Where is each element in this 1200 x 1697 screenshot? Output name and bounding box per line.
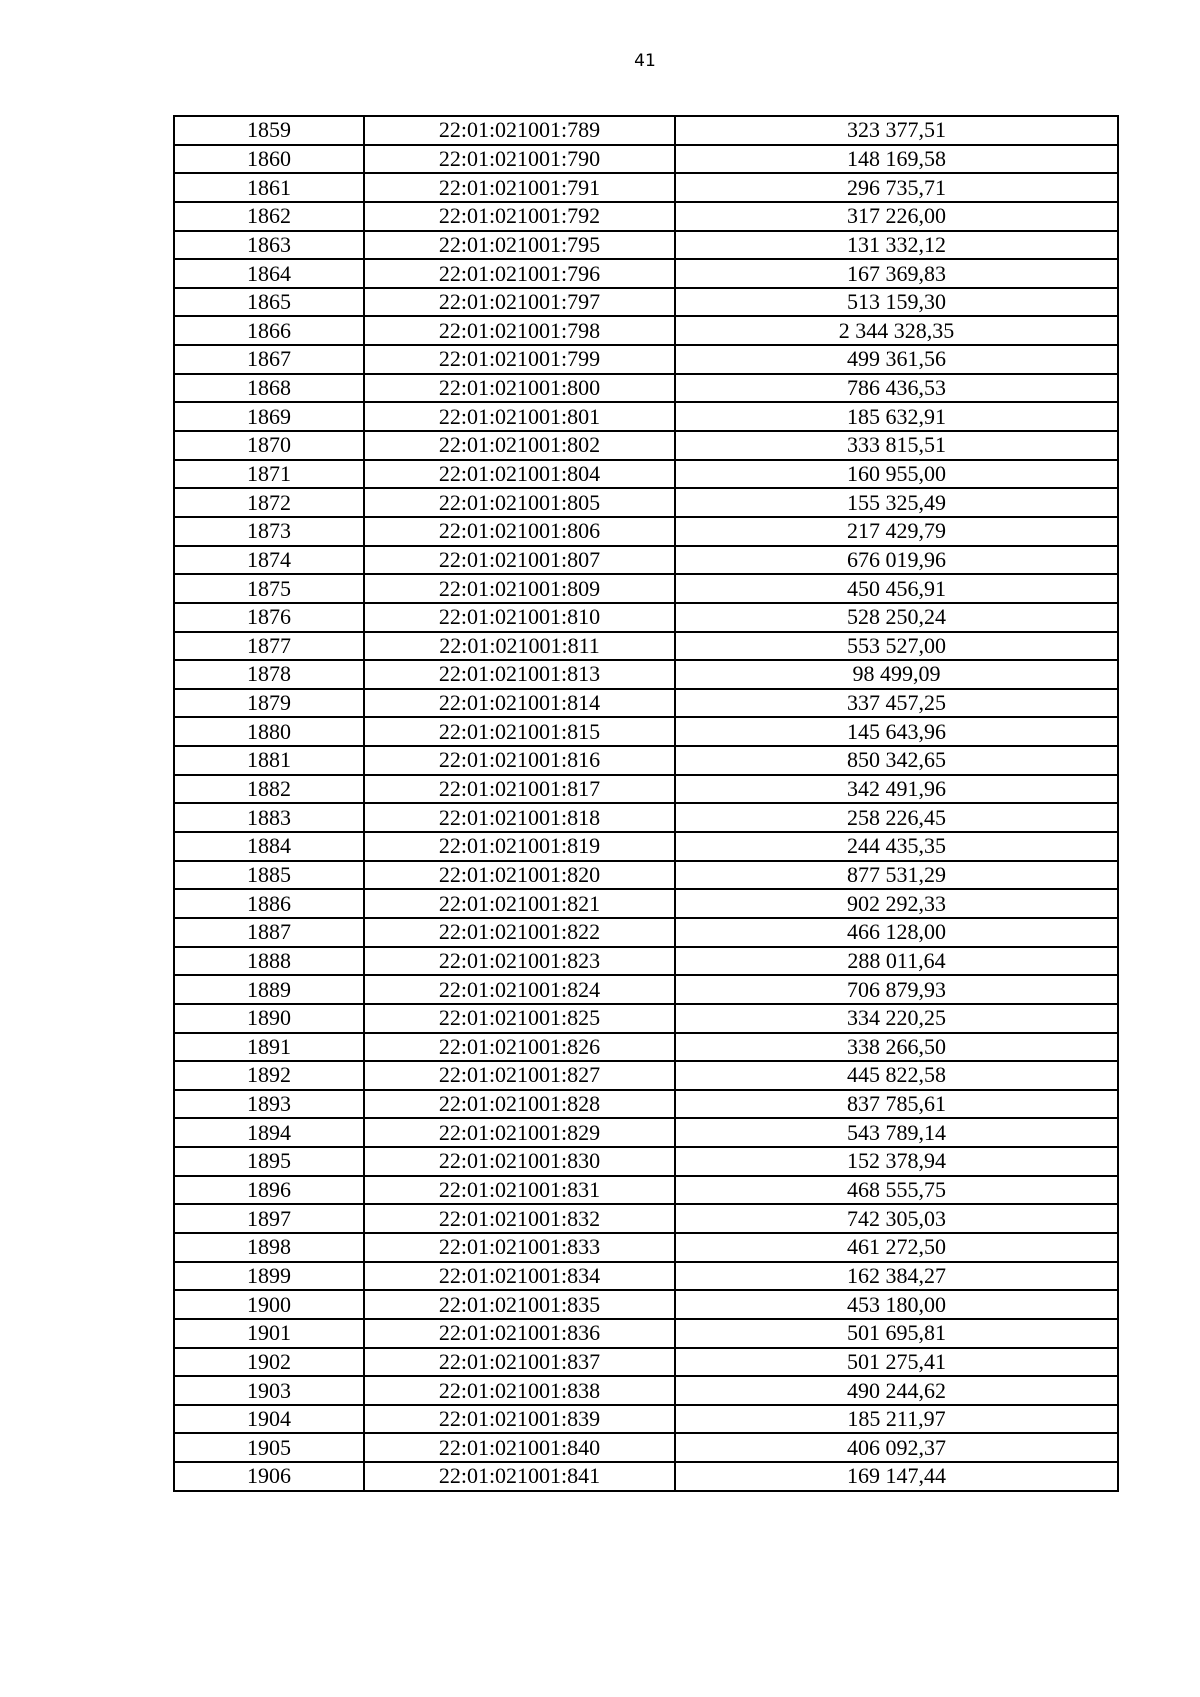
row-number-cell: 1859 [174,116,364,145]
row-number-cell: 1904 [174,1405,364,1434]
cadastral-value-cell: 155 325,49 [675,488,1118,517]
table-row [174,517,1118,546]
cadastral-number-cell: 22:01:021001:806 [364,517,675,546]
row-number-cell: 1871 [174,460,364,489]
row-number-cell: 1872 [174,488,364,517]
cadastral-value-cell: 258 226,45 [675,803,1118,832]
cadastral-value-cell: 317 226,00 [675,202,1118,231]
row-number-cell: 1885 [174,861,364,890]
cadastral-number-cell: 22:01:021001:834 [364,1262,675,1291]
cadastral-value-cell: 468 555,75 [675,1176,1118,1205]
cadastral-number-cell: 22:01:021001:817 [364,775,675,804]
cadastral-number-cell: 22:01:021001:833 [364,1233,675,1262]
table-row [174,717,1118,746]
cadastral-number-cell: 22:01:021001:840 [364,1433,675,1462]
row-number-cell: 1900 [174,1290,364,1319]
cadastral-number-cell: 22:01:021001:810 [364,603,675,632]
row-number-cell: 1906 [174,1462,364,1491]
cadastral-value-cell: 162 384,27 [675,1262,1118,1291]
row-number-cell: 1891 [174,1033,364,1062]
row-number-cell: 1903 [174,1376,364,1405]
row-number-cell: 1883 [174,803,364,832]
table-row [174,374,1118,403]
row-number-cell: 1901 [174,1319,364,1348]
row-number-cell: 1880 [174,717,364,746]
cadastral-value-cell: 742 305,03 [675,1204,1118,1233]
table-row [174,832,1118,861]
cadastral-number-cell: 22:01:021001:826 [364,1033,675,1062]
cadastral-value-cell: 445 822,58 [675,1061,1118,1090]
cadastral-value-cell: 501 695,81 [675,1319,1118,1348]
cadastral-value-cell: 461 272,50 [675,1233,1118,1262]
table-row [174,202,1118,231]
row-number-cell: 1884 [174,832,364,861]
row-number-cell: 1864 [174,259,364,288]
table-row [174,1004,1118,1033]
table-row [174,460,1118,489]
cadastral-number-cell: 22:01:021001:816 [364,746,675,775]
cadastral-value-cell: 160 955,00 [675,460,1118,489]
cadastral-number-cell: 22:01:021001:807 [364,546,675,575]
cadastral-value-table [173,115,1119,1492]
row-number-cell: 1877 [174,632,364,661]
table-row [174,145,1118,174]
table-row [174,632,1118,661]
cadastral-number-cell: 22:01:021001:802 [364,431,675,460]
cadastral-number-cell: 22:01:021001:841 [364,1462,675,1491]
cadastral-value-cell: 837 785,61 [675,1090,1118,1119]
table-row [174,603,1118,632]
cadastral-value-cell: 406 092,37 [675,1433,1118,1462]
cadastral-number-cell: 22:01:021001:791 [364,173,675,202]
cadastral-value-cell: 148 169,58 [675,145,1118,174]
cadastral-number-cell: 22:01:021001:809 [364,574,675,603]
table-row [174,345,1118,374]
cadastral-value-cell: 334 220,25 [675,1004,1118,1033]
row-number-cell: 1882 [174,775,364,804]
table-row [174,574,1118,603]
row-number-cell: 1874 [174,546,364,575]
table-row [174,231,1118,260]
row-number-cell: 1876 [174,603,364,632]
table-row [174,1433,1118,1462]
cadastral-number-cell: 22:01:021001:822 [364,918,675,947]
cadastral-number-cell: 22:01:021001:818 [364,803,675,832]
table-row [174,546,1118,575]
table-row [174,1061,1118,1090]
table-row [174,689,1118,718]
cadastral-value-cell: 217 429,79 [675,517,1118,546]
row-number-cell: 1888 [174,947,364,976]
cadastral-number-cell: 22:01:021001:797 [364,288,675,317]
cadastral-number-cell: 22:01:021001:790 [364,145,675,174]
table-row [174,259,1118,288]
cadastral-number-cell: 22:01:021001:828 [364,1090,675,1119]
cadastral-number-cell: 22:01:021001:825 [364,1004,675,1033]
row-number-cell: 1878 [174,660,364,689]
row-number-cell: 1881 [174,746,364,775]
table-row [174,431,1118,460]
cadastral-number-cell: 22:01:021001:800 [364,374,675,403]
row-number-cell: 1870 [174,431,364,460]
row-number-cell: 1892 [174,1061,364,1090]
table-row [174,116,1118,145]
cadastral-value-cell: 185 632,91 [675,402,1118,431]
table-body [174,116,1118,1491]
cadastral-number-cell: 22:01:021001:835 [364,1290,675,1319]
cadastral-number-cell: 22:01:021001:837 [364,1348,675,1377]
cadastral-value-cell: 337 457,25 [675,689,1118,718]
cadastral-value-cell: 877 531,29 [675,861,1118,890]
table-row [174,1176,1118,1205]
cadastral-value-cell: 244 435,35 [675,832,1118,861]
cadastral-value-cell: 338 266,50 [675,1033,1118,1062]
cadastral-number-cell: 22:01:021001:795 [364,231,675,260]
table-row [174,1090,1118,1119]
cadastral-number-cell: 22:01:021001:838 [364,1376,675,1405]
cadastral-number-cell: 22:01:021001:820 [364,861,675,890]
row-number-cell: 1893 [174,1090,364,1119]
table-row [174,947,1118,976]
table-row [174,918,1118,947]
cadastral-number-cell: 22:01:021001:832 [364,1204,675,1233]
cadastral-value-cell: 450 456,91 [675,574,1118,603]
table-row [174,861,1118,890]
row-number-cell: 1879 [174,689,364,718]
table-row [174,173,1118,202]
table-row [174,660,1118,689]
table-row [174,1290,1118,1319]
cadastral-number-cell: 22:01:021001:799 [364,345,675,374]
cadastral-number-cell: 22:01:021001:839 [364,1405,675,1434]
row-number-cell: 1861 [174,173,364,202]
table-row [174,975,1118,1004]
cadastral-value-cell: 323 377,51 [675,116,1118,145]
cadastral-value-cell: 342 491,96 [675,775,1118,804]
table-row [174,1319,1118,1348]
cadastral-value-cell: 850 342,65 [675,746,1118,775]
row-number-cell: 1862 [174,202,364,231]
cadastral-number-cell: 22:01:021001:821 [364,889,675,918]
cadastral-number-cell: 22:01:021001:819 [364,832,675,861]
cadastral-value-cell: 543 789,14 [675,1118,1118,1147]
row-number-cell: 1887 [174,918,364,947]
cadastral-value-cell: 676 019,96 [675,546,1118,575]
cadastral-number-cell: 22:01:021001:831 [364,1176,675,1205]
cadastral-value-cell: 528 250,24 [675,603,1118,632]
cadastral-value-cell: 288 011,64 [675,947,1118,976]
row-number-cell: 1898 [174,1233,364,1262]
cadastral-number-cell: 22:01:021001:798 [364,316,675,345]
row-number-cell: 1866 [174,316,364,345]
cadastral-value-cell: 296 735,71 [675,173,1118,202]
cadastral-number-cell: 22:01:021001:814 [364,689,675,718]
row-number-cell: 1899 [174,1262,364,1291]
table-row [174,1405,1118,1434]
cadastral-value-cell: 333 815,51 [675,431,1118,460]
cadastral-value-cell: 167 369,83 [675,259,1118,288]
table-row [174,775,1118,804]
row-number-cell: 1886 [174,889,364,918]
page-number: 41 [634,51,656,71]
table-row [174,746,1118,775]
cadastral-value-cell: 453 180,00 [675,1290,1118,1319]
cadastral-value-cell: 2 344 328,35 [675,316,1118,345]
table-row [174,402,1118,431]
table-row [174,1348,1118,1377]
cadastral-value-cell: 152 378,94 [675,1147,1118,1176]
cadastral-value-cell: 145 643,96 [675,717,1118,746]
row-number-cell: 1905 [174,1433,364,1462]
cadastral-number-cell: 22:01:021001:836 [364,1319,675,1348]
cadastral-number-cell: 22:01:021001:811 [364,632,675,661]
cadastral-value-cell: 185 211,97 [675,1405,1118,1434]
table-row [174,803,1118,832]
row-number-cell: 1865 [174,288,364,317]
table-row [174,1147,1118,1176]
row-number-cell: 1890 [174,1004,364,1033]
table-row [174,488,1118,517]
row-number-cell: 1875 [174,574,364,603]
cadastral-value-cell: 131 332,12 [675,231,1118,260]
cadastral-value-cell: 513 159,30 [675,288,1118,317]
cadastral-value-cell: 553 527,00 [675,632,1118,661]
row-number-cell: 1894 [174,1118,364,1147]
cadastral-value-cell: 706 879,93 [675,975,1118,1004]
cadastral-number-cell: 22:01:021001:824 [364,975,675,1004]
row-number-cell: 1889 [174,975,364,1004]
row-number-cell: 1873 [174,517,364,546]
cadastral-value-cell: 501 275,41 [675,1348,1118,1377]
row-number-cell: 1897 [174,1204,364,1233]
table-row [174,1462,1118,1491]
cadastral-value-cell: 786 436,53 [675,374,1118,403]
table-row [174,1376,1118,1405]
table-row [174,1033,1118,1062]
table-row [174,1204,1118,1233]
cadastral-value-cell: 499 361,56 [675,345,1118,374]
table-row [174,1233,1118,1262]
table-row [174,288,1118,317]
table-row [174,1118,1118,1147]
cadastral-number-cell: 22:01:021001:804 [364,460,675,489]
row-number-cell: 1868 [174,374,364,403]
row-number-cell: 1895 [174,1147,364,1176]
cadastral-number-cell: 22:01:021001:805 [364,488,675,517]
cadastral-value-cell: 902 292,33 [675,889,1118,918]
cadastral-number-cell: 22:01:021001:827 [364,1061,675,1090]
cadastral-number-cell: 22:01:021001:796 [364,259,675,288]
row-number-cell: 1863 [174,231,364,260]
row-number-cell: 1860 [174,145,364,174]
cadastral-number-cell: 22:01:021001:792 [364,202,675,231]
table-row [174,1262,1118,1291]
row-number-cell: 1867 [174,345,364,374]
table-row [174,889,1118,918]
row-number-cell: 1896 [174,1176,364,1205]
cadastral-value-cell: 169 147,44 [675,1462,1118,1491]
cadastral-value-cell: 466 128,00 [675,918,1118,947]
cadastral-number-cell: 22:01:021001:813 [364,660,675,689]
cadastral-value-cell: 490 244,62 [675,1376,1118,1405]
row-number-cell: 1869 [174,402,364,431]
cadastral-number-cell: 22:01:021001:830 [364,1147,675,1176]
row-number-cell: 1902 [174,1348,364,1377]
cadastral-number-cell: 22:01:021001:789 [364,116,675,145]
cadastral-number-cell: 22:01:021001:823 [364,947,675,976]
table-row [174,316,1118,345]
cadastral-value-cell: 98 499,09 [675,660,1118,689]
cadastral-number-cell: 22:01:021001:829 [364,1118,675,1147]
cadastral-number-cell: 22:01:021001:815 [364,717,675,746]
cadastral-number-cell: 22:01:021001:801 [364,402,675,431]
